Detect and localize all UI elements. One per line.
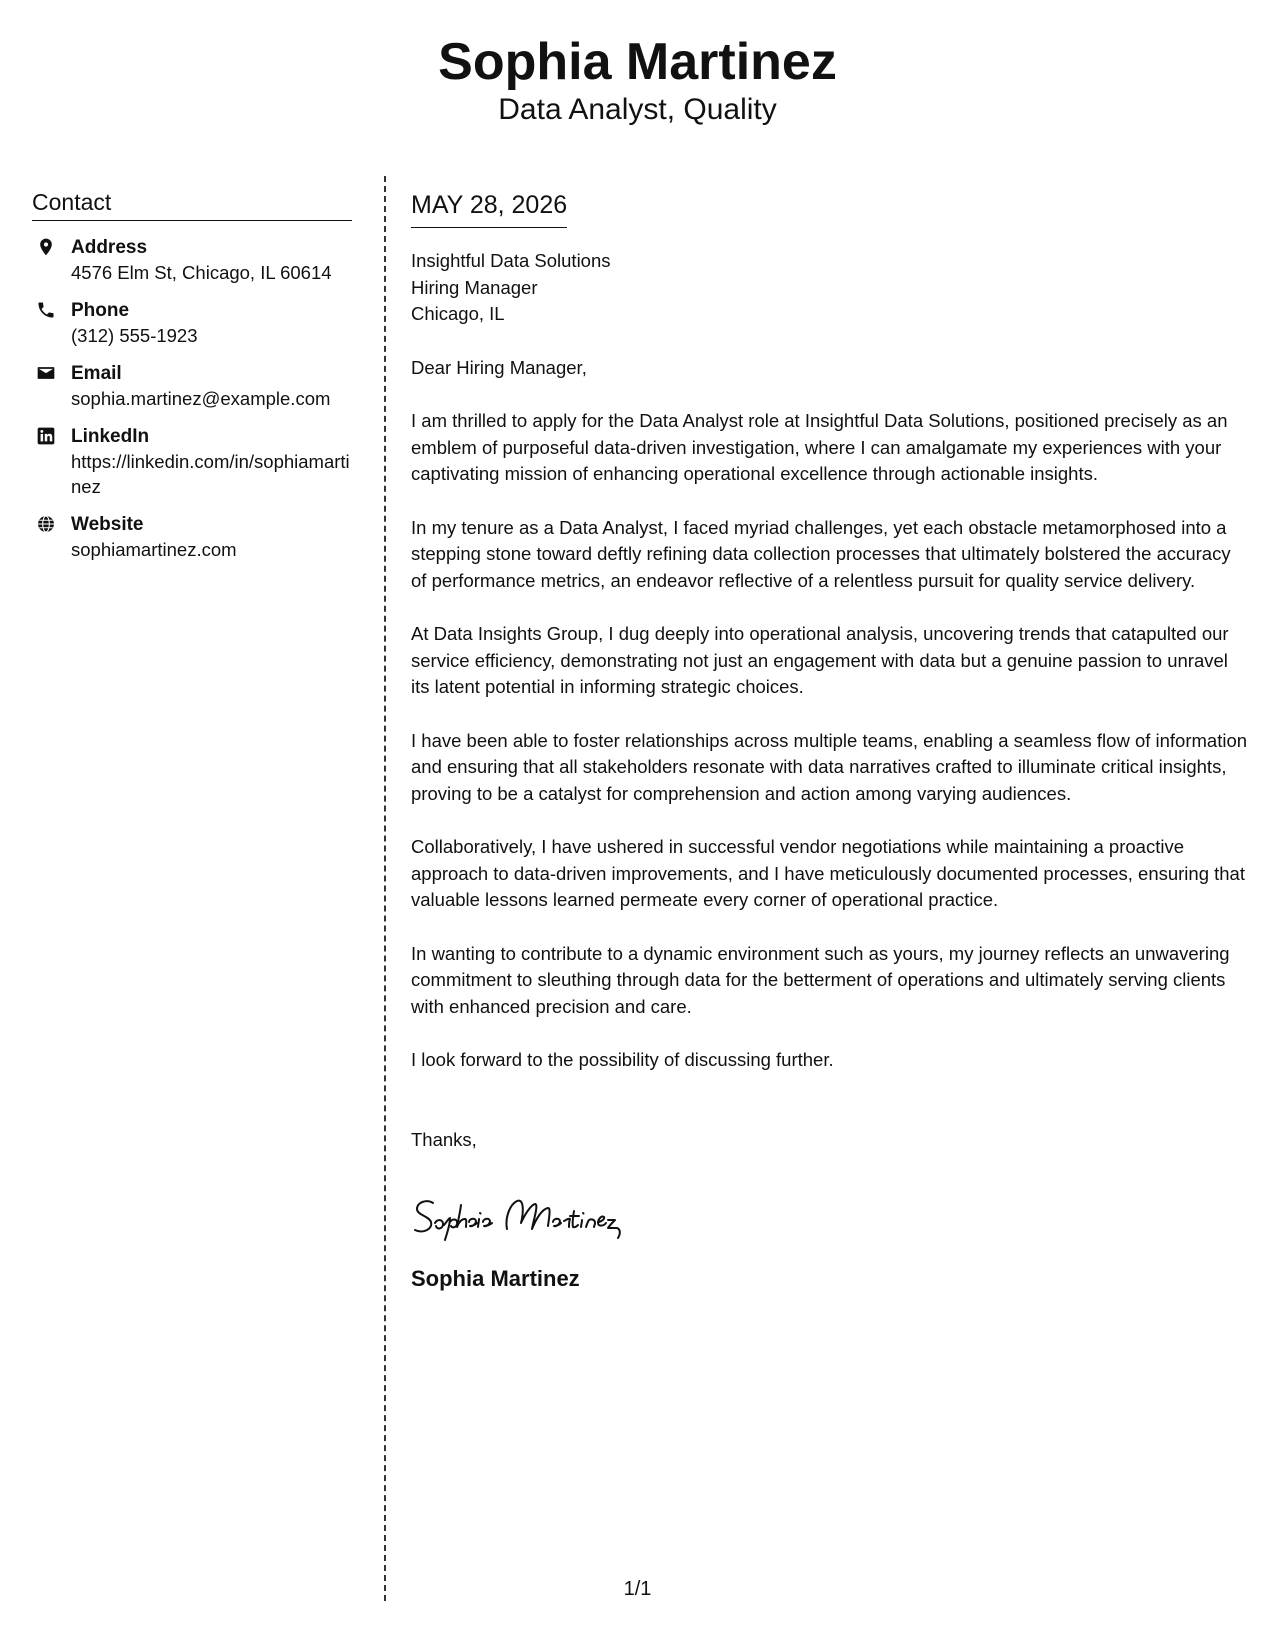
phone-icon <box>36 300 56 320</box>
recipient-company: Insightful Data Solutions <box>411 250 611 271</box>
paragraph: I look forward to the possibility of discussing further. <box>411 1049 834 1070</box>
location-pin-icon <box>36 237 56 257</box>
contact-item-phone <box>32 298 352 348</box>
signer-name: Sophia Martinez <box>411 1266 580 1291</box>
contact-item-address <box>32 235 352 285</box>
linkedin-icon <box>36 426 56 446</box>
email-icon <box>36 363 56 383</box>
website-value: sophiamartinez.com <box>71 539 237 560</box>
applicant-name: Sophia Martinez <box>438 33 837 91</box>
contact-heading: Contact <box>32 188 352 221</box>
resume-header <box>0 30 1275 128</box>
email-value: sophia.martinez@example.com <box>71 388 331 409</box>
paragraph: In wanting to contribute to a dynamic environment such as yours, my journey reflects an unwavering commitment to sleuthing through data for the betterment of operations and ultimately serving clients with enhanced precision and care. <box>411 942 1230 1017</box>
recipient-role: Hiring Manager <box>411 276 538 298</box>
closing: Thanks, <box>411 1128 477 1150</box>
contact-item-email <box>32 361 352 411</box>
recipient-block <box>411 248 1249 328</box>
salutation: Dear Hiring Manager, <box>411 356 587 378</box>
paragraph: I am thrilled to apply for the Data Analyst role at Insightful Data Solutions, positioned precisely as an emblem of purposeful data-driven investigation, where I can amalgamate my experiences with your captivating mission of enhancing operational excellence through actionable insights. <box>411 410 1228 484</box>
phone-label: Phone <box>71 300 130 321</box>
applicant-title: Data Analyst, Quality <box>498 93 777 126</box>
globe-icon <box>36 514 56 534</box>
address-label: Address <box>71 237 148 258</box>
letter-date: MAY 28, 2026 <box>411 190 567 228</box>
email-label: Email <box>71 363 122 384</box>
website-label: Website <box>71 514 144 535</box>
cover-letter-body <box>411 190 1249 1293</box>
phone-value: (312) 555-1923 <box>71 325 198 346</box>
linkedin-value: https://linkedin.com/in/sophiamartinez <box>71 451 350 497</box>
contact-item-website <box>32 512 352 562</box>
contact-list <box>32 235 352 562</box>
column-divider <box>384 176 386 1601</box>
linkedin-label: LinkedIn <box>71 426 150 447</box>
paragraph: In my tenure as a Data Analyst, I faced myriad challenges, yet each obstacle metamorphosed into a stepping stone toward deftly refining data collection processes that ultimately bolstered the accuracy of performance metrics, an endeavor reflective of a relentless pursuit for quality service delivery. <box>411 516 1231 591</box>
paragraph: I have been able to foster relationships across multiple teams, enabling a seamless flow of information and ensuring that all stakeholders resonate with data narratives crafted to illuminate critical insights, proving to be a catalyst for comprehension and action among varying audiences. <box>411 729 1248 804</box>
contact-sidebar <box>32 188 352 575</box>
recipient-location: Chicago, IL <box>411 303 505 324</box>
handwritten-signature <box>411 1189 681 1245</box>
contact-item-linkedin <box>32 424 352 499</box>
paragraph: At Data Insights Group, I dug deeply into operational analysis, uncovering trends that catapulted our service efficiency, demonstrating not just an engagement with data but a genuine passion to unravel its latent potential in informing strategic choices. <box>411 623 1229 697</box>
paragraph: Collaboratively, I have ushered in successful vendor negotiations while maintaining a proactive approach to data-driven improvements, and I have meticulously documented processes, ensuring that valuable lessons learned permeate every corner of operational practice. <box>411 836 1245 910</box>
page-number: 1/1 <box>623 1578 652 1600</box>
address-value: 4576 Elm St, Chicago, IL 60614 <box>71 262 332 283</box>
